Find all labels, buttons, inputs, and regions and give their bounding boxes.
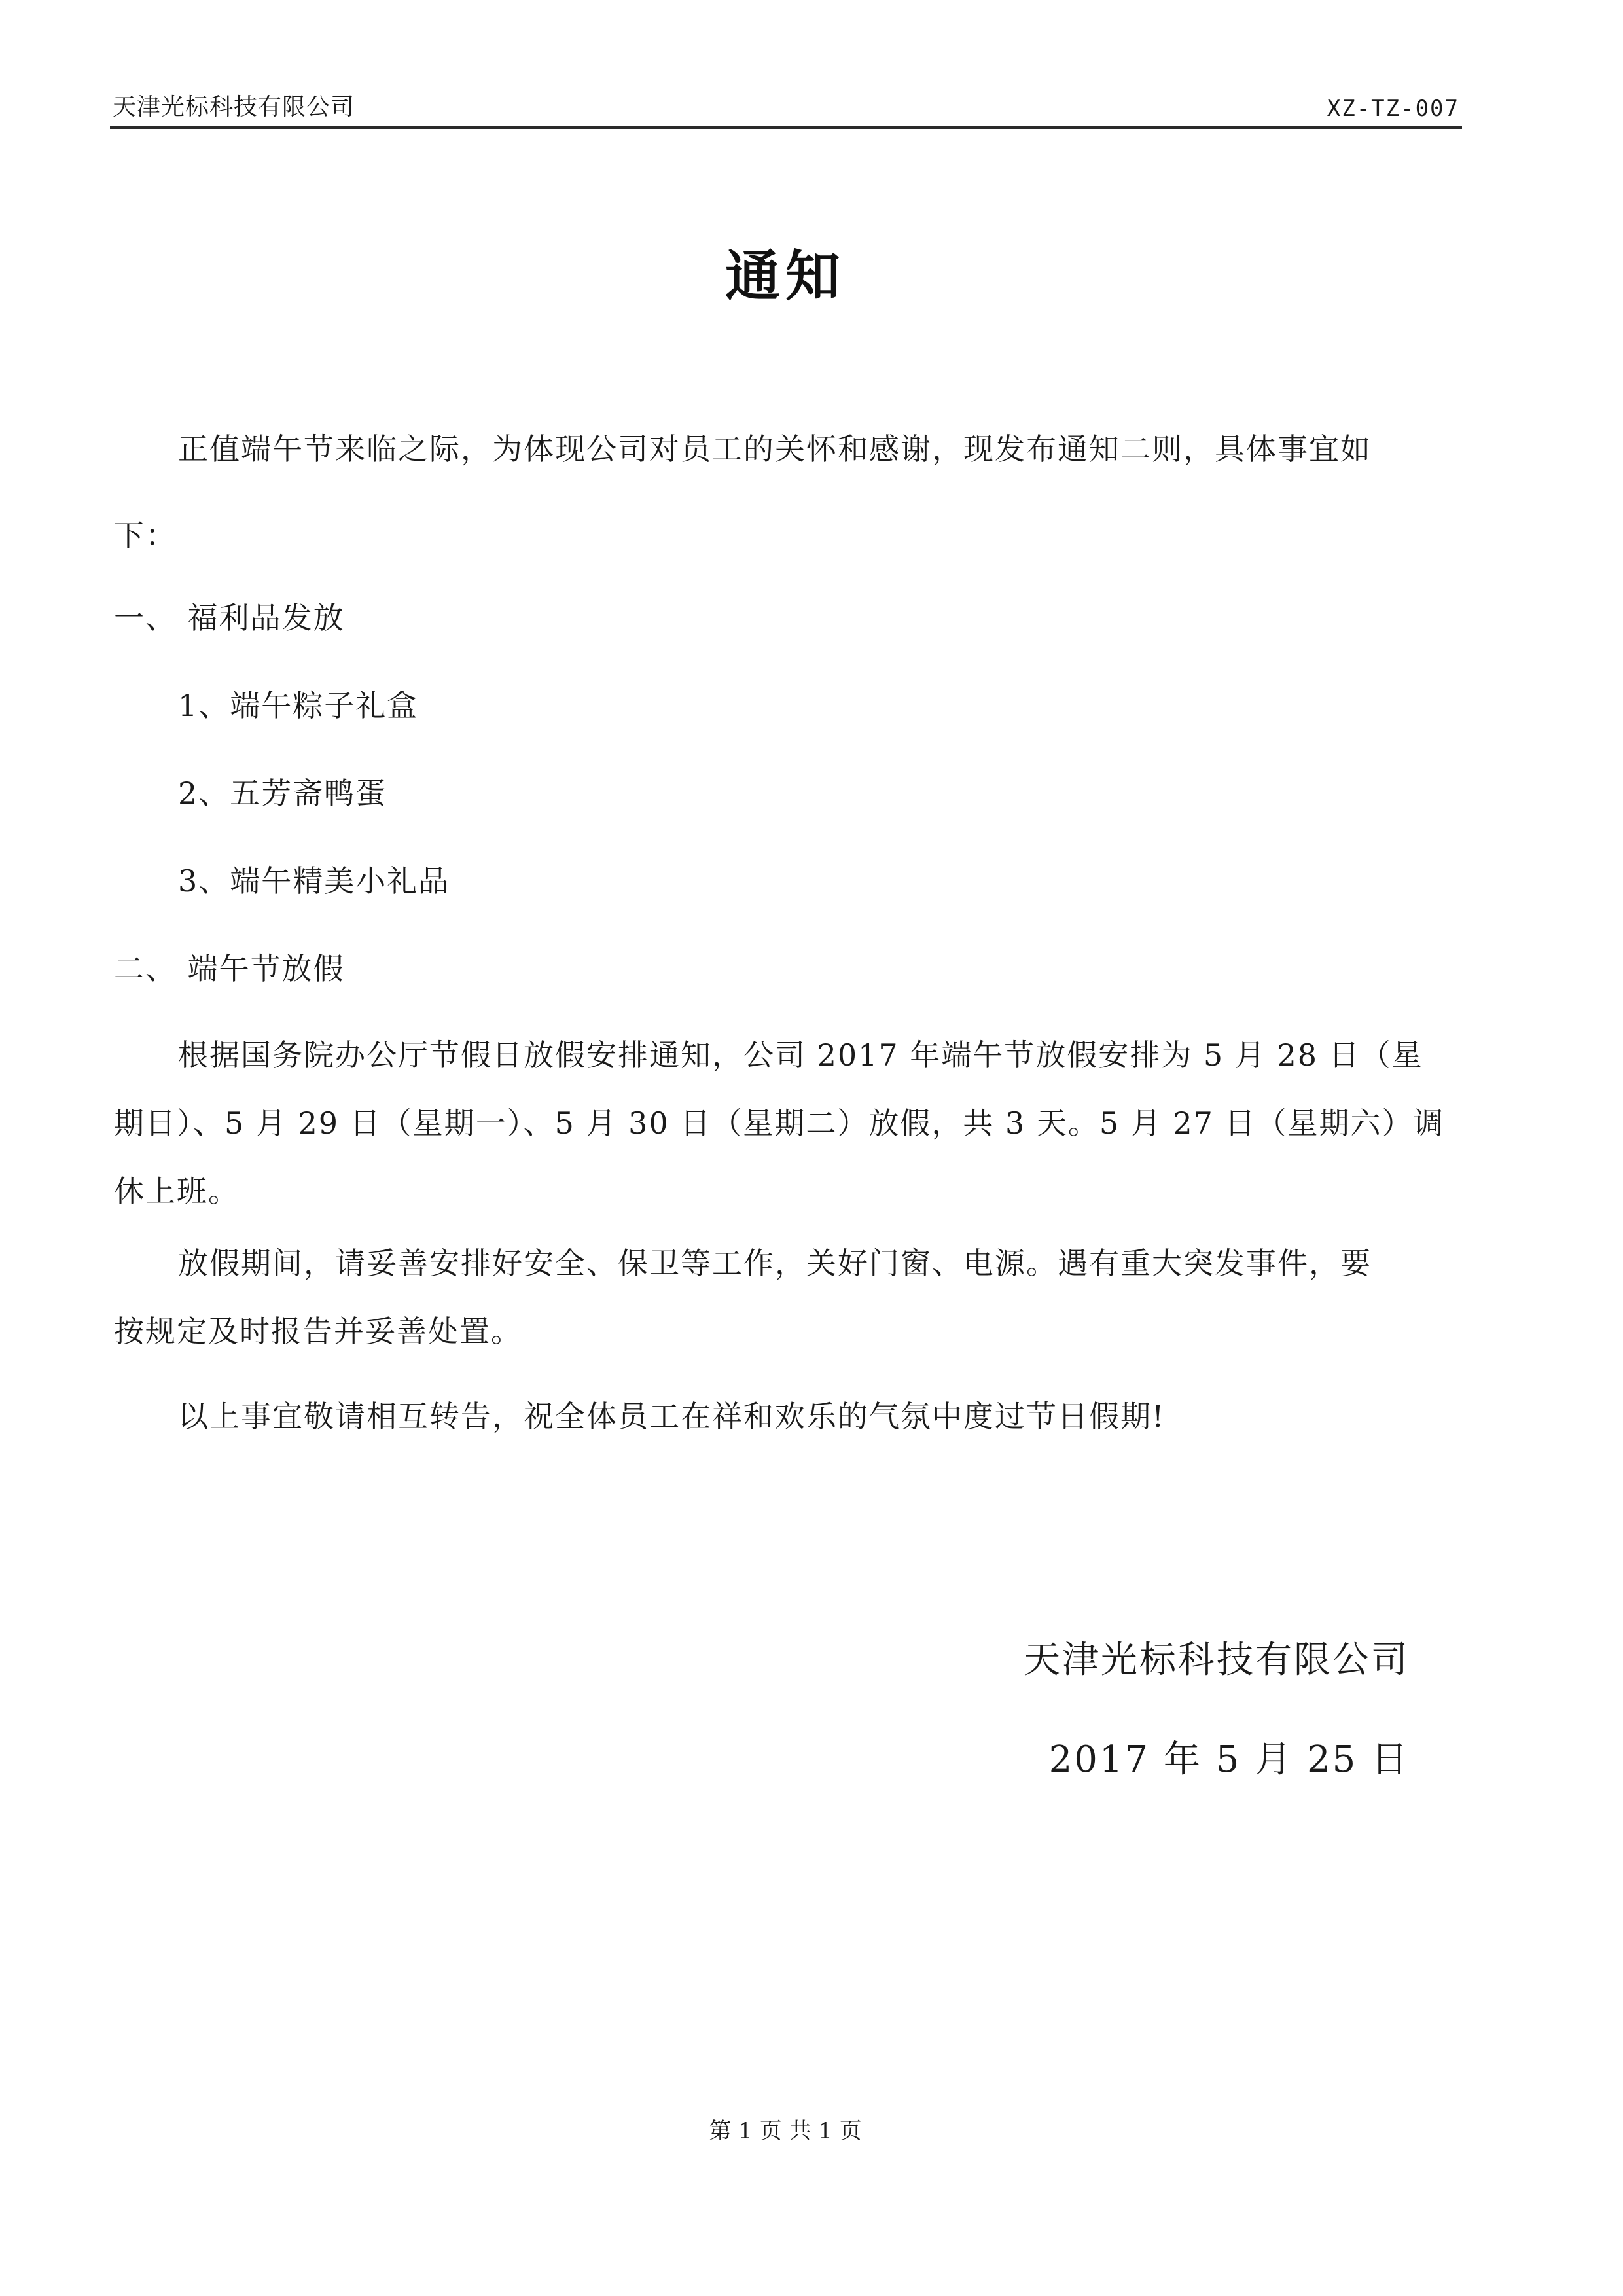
list-item: 2、五芳斋鸭蛋 [178,776,387,811]
holiday-paragraph-line-2: 期日）、5 月 29 日（星期一）、5 月 30 日（星期二）放假，共 3 天。5 月 27 日（星期六）调 [114,1105,1445,1141]
list-item: 1、端午粽子礼盒 [178,688,419,723]
signature-company: 天津光标科技有限公司 [1024,1639,1410,1681]
intro-paragraph-line-2: 下： [114,518,177,553]
closing-paragraph: 以上事宜敬请相互转告，祝全体员工在祥和欢乐的气氛中度过节日假期! [178,1399,1166,1434]
section-heading-welfare: 一、 福利品发放 [114,600,345,636]
list-item: 3、端午精美小礼品 [178,863,450,899]
signature-date: 2017 年 5 月 25 日 [1048,1738,1410,1781]
header-company-name: 天津光标科技有限公司 [113,94,355,120]
page-number: 第 1 页 共 1 页 [709,2118,862,2144]
holiday-paragraph-line-3: 休上班。 [114,1174,240,1209]
section-heading-holiday: 二、 端午节放假 [114,951,345,986]
intro-paragraph-line-1: 正值端午节来临之际，为体现公司对员工的关怀和感谢，现发布通知二则，具体事宜如 [178,431,1372,467]
header-document-code: XZ-TZ-007 [1327,96,1459,122]
document-title: 通知 [724,244,846,308]
header-divider [110,126,1462,129]
holiday-paragraph-line-1: 根据国务院办公厅节假日放假安排通知，公司 2017 年端午节放假安排为 5 月 28 日（星 [178,1037,1423,1073]
safety-paragraph-line-2: 按规定及时报告并妥善处置。 [114,1314,522,1349]
safety-paragraph-line-1: 放假期间，请妥善安排好安全、保卫等工作，关好门窗、电源。遇有重大突发事件，要 [178,1246,1372,1281]
